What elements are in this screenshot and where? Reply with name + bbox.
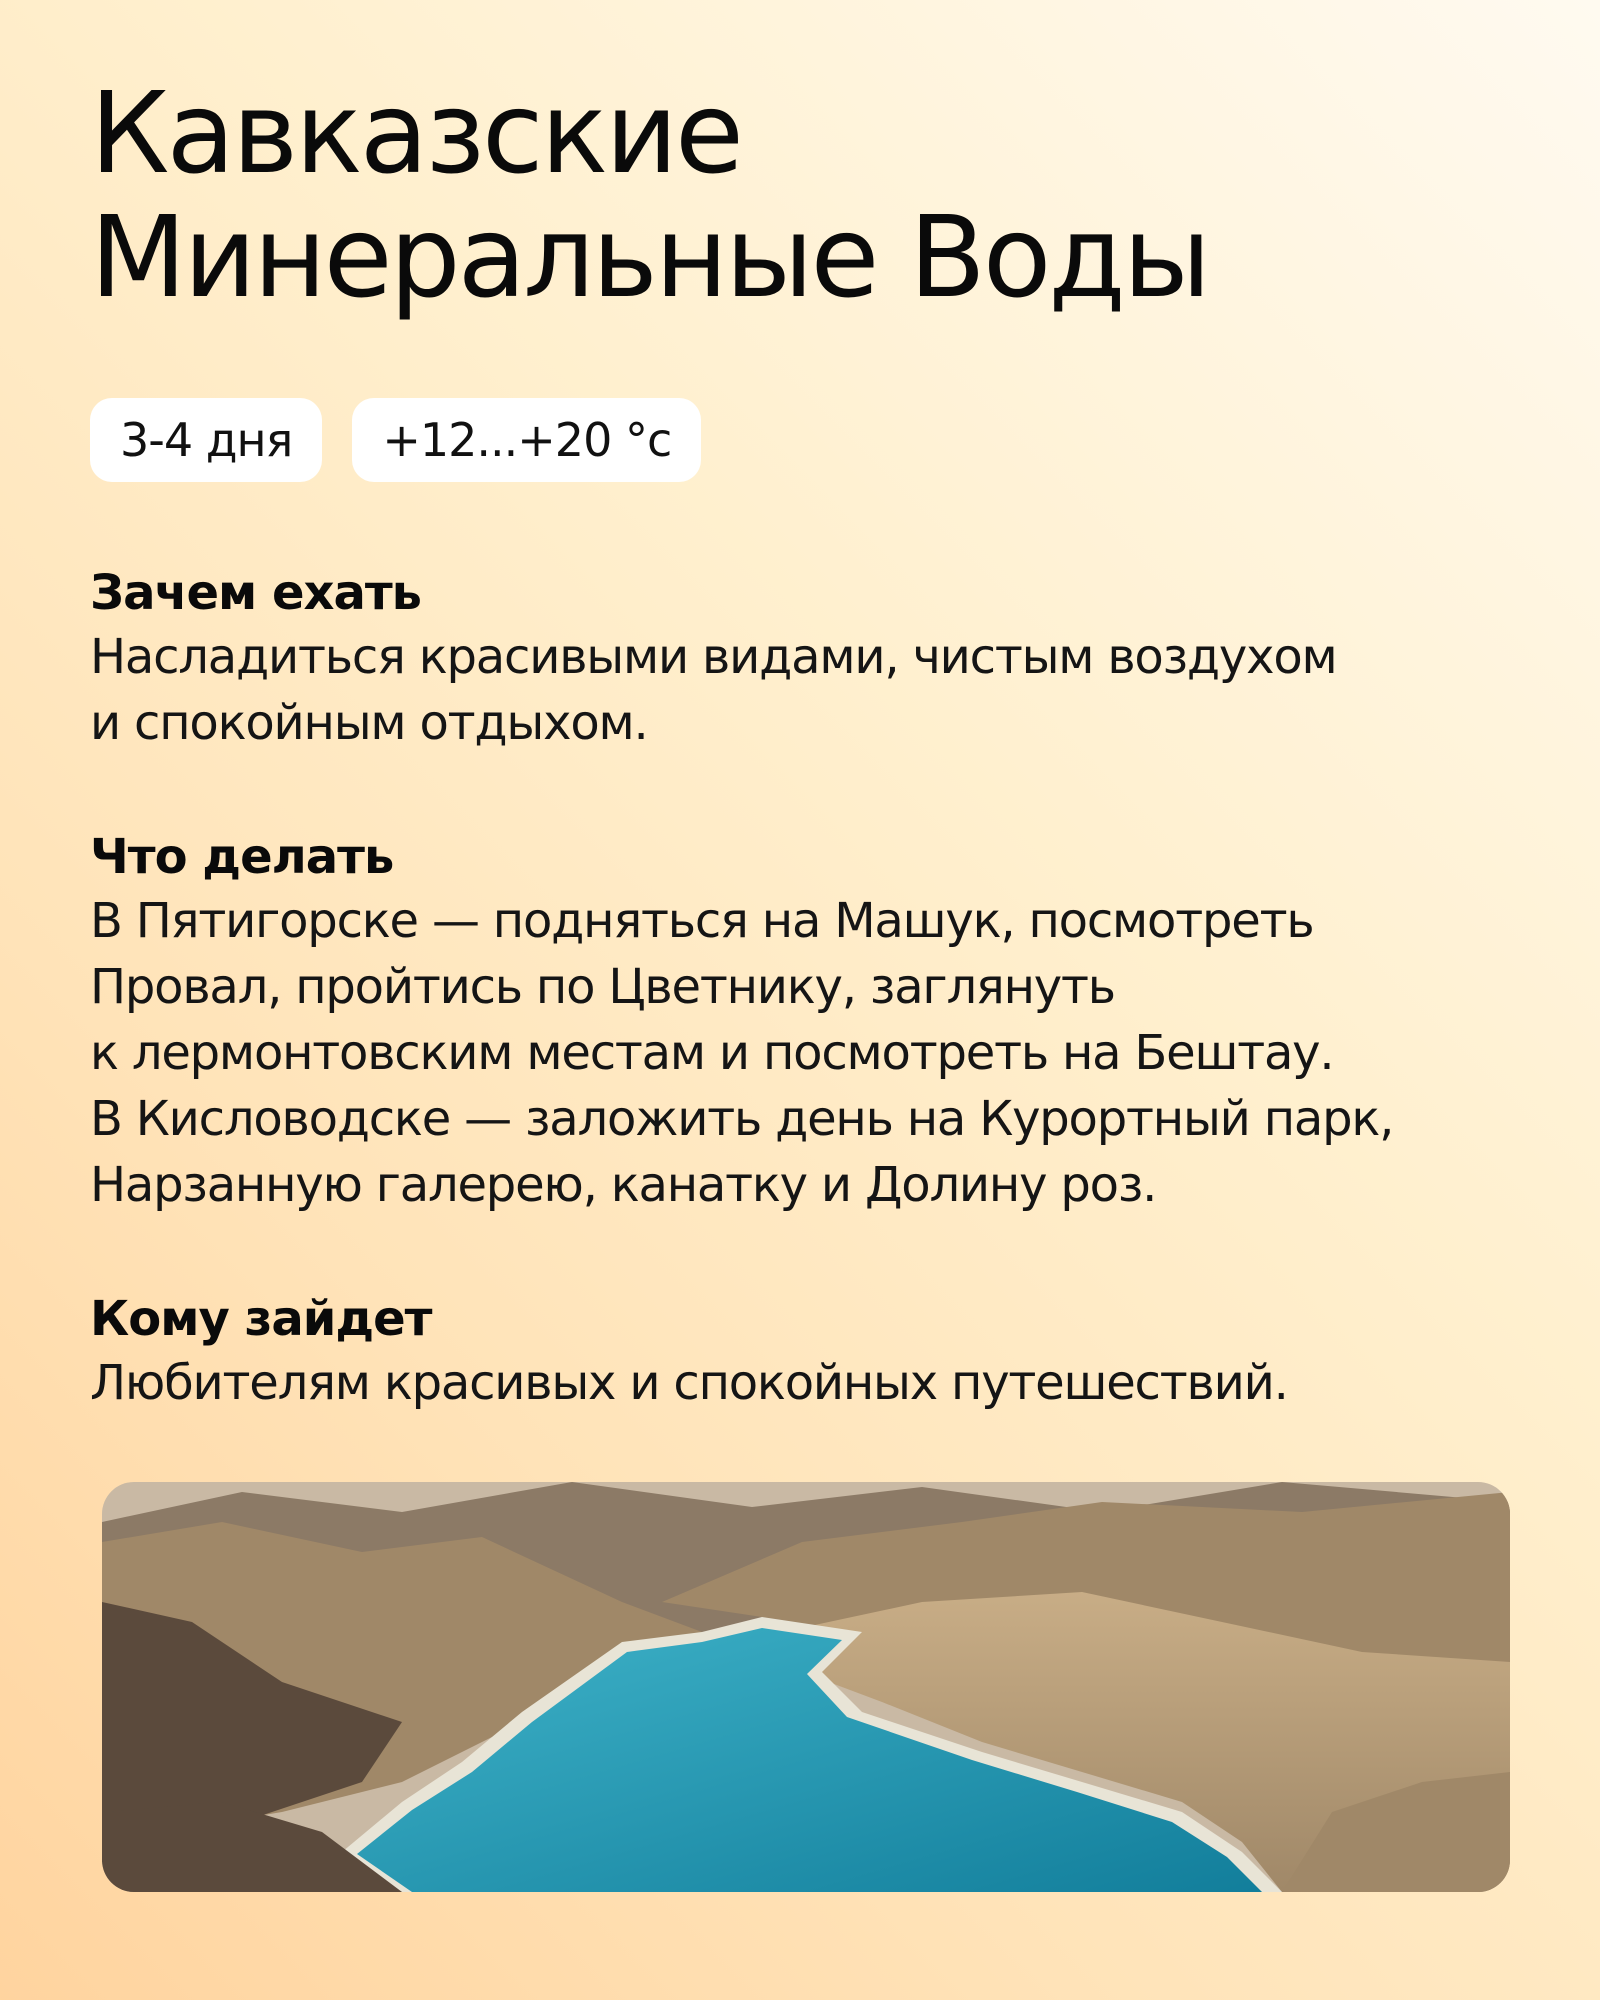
- section-who-suits: [90, 1288, 1530, 1416]
- text-line: В Пятигорске — подняться на Машук, посмотреть: [90, 893, 1314, 949]
- text-line: Нарзанную галерею, канатку и Долину роз.: [90, 1157, 1157, 1213]
- text-line: к лермонтовским местам и посмотреть на Бештау.: [90, 1025, 1334, 1081]
- title-line-2: Минеральные Воды: [90, 193, 1209, 323]
- text-line: В Кисловодске — заложить день на Курортный парк,: [90, 1091, 1394, 1147]
- section-text: [90, 624, 1530, 756]
- mountain-lake-photo: [102, 1482, 1510, 1892]
- page-title: [90, 69, 1510, 323]
- text-line: и спокойным отдыхом.: [90, 695, 648, 751]
- section-what-to-do: [90, 826, 1530, 1218]
- section-why-go: [90, 562, 1530, 756]
- section-text: [90, 888, 1530, 1218]
- section-heading: Что делать: [90, 829, 394, 885]
- section-heading: Кому зайдет: [90, 1291, 432, 1347]
- title-line-1: Кавказские: [90, 69, 741, 199]
- section-text: [90, 1350, 1530, 1416]
- landscape-illustration: [102, 1482, 1510, 1892]
- info-tags: [90, 398, 701, 482]
- duration-badge: 3-4 дня: [90, 398, 322, 482]
- text-line: Насладиться красивыми видами, чистым воздухом: [90, 629, 1337, 685]
- section-heading: Зачем ехать: [90, 565, 422, 621]
- text-line: Провал, пройтись по Цветнику, заглянуть: [90, 959, 1115, 1015]
- temperature-badge: +12...+20 °с: [352, 398, 701, 482]
- text-line: Любителям красивых и спокойных путешествий.: [90, 1355, 1288, 1411]
